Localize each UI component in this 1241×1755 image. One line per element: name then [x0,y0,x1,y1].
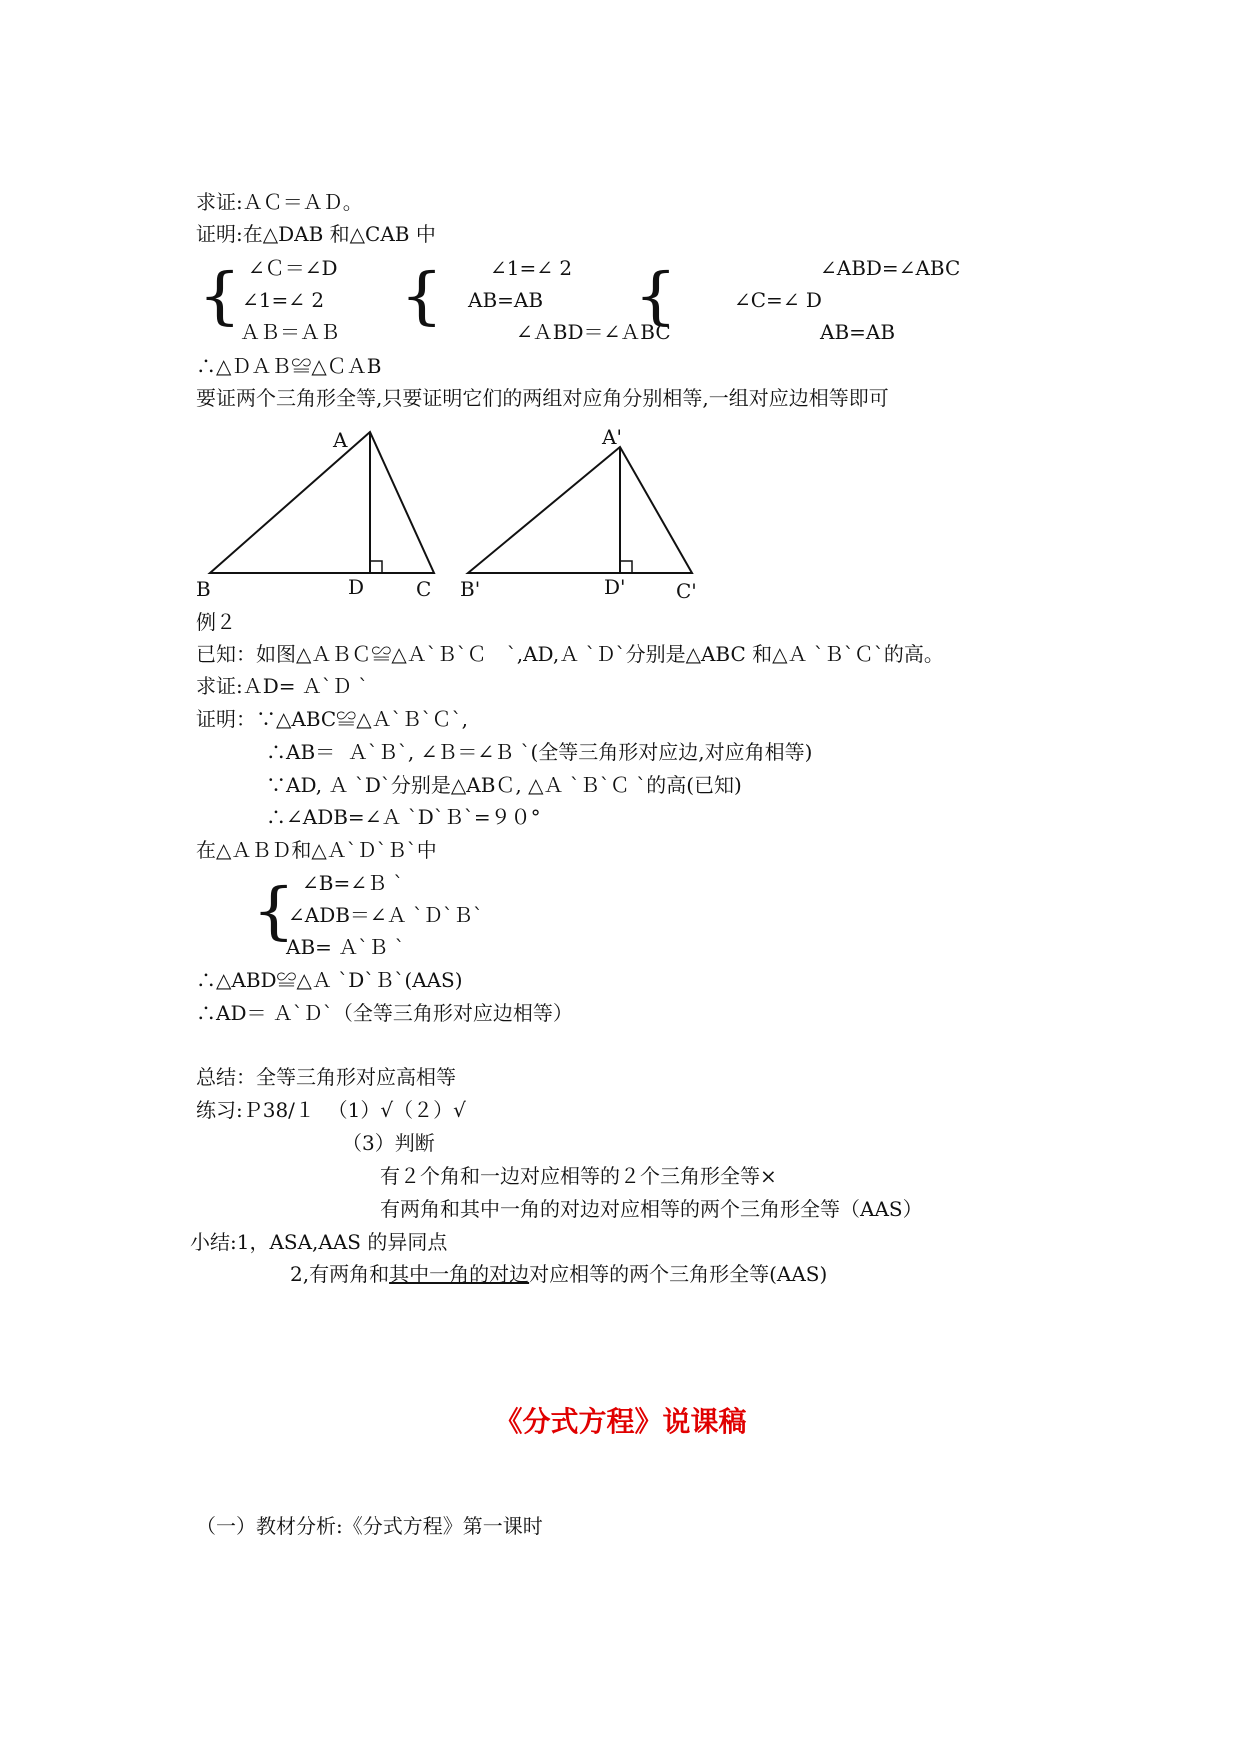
proof-line-2: ∴AB＝ Ａ`Ｂ`, ∠Ｂ＝∠Ｂ `(全等三角形对应边,对应角相等) [266,740,813,764]
small-summary-2-underlined: 其中一角的对边 [389,1262,530,1286]
practice-4: 有两角和其中一角的对边对应相等的两个三角形全等（AAS） [380,1197,923,1221]
label-C-prime: C' [676,579,697,603]
brace3-line2: ∠C=∠ D [734,288,822,312]
brace2-line1: ∠1=∠ 2 [490,256,573,280]
brace2-line3: ∠ＡBD＝∠ＡBC [516,320,671,344]
practice-2: （3）判断 [342,1131,435,1155]
brace3-line3: AB=AB [820,320,896,344]
brace-4: { [252,874,296,947]
note-1: 要证两个三角形全等,只要证明它们的两组对应角分别相等,一组对应边相等即可 [196,386,889,410]
brace-1: { [198,259,242,332]
label-B: B [196,577,211,601]
practice-1: 练习:Ｐ38/１ （1）√（２）√ [196,1098,466,1122]
small-summary-1: 小结:1，ASA,AAS 的异同点 [190,1230,448,1254]
proof-line-6: ∴△ABD≌△Ａ `D`Ｂ`(AAS) [196,968,463,992]
summary: 总结：全等三角形对应高相等 [196,1065,456,1089]
example-2-heading: 例２ [196,610,236,634]
small-summary-2a: 2,有两角和 [290,1262,390,1286]
prove-line-2: 求证:ＡD= Ａ`Ｄ ` [196,674,369,698]
proof-line-7: ∴AD＝ Ａ`Ｄ`（全等三角形对应边相等） [196,1001,573,1025]
label-B-prime: B' [460,577,481,601]
label-C: C [416,577,432,601]
brace1-line1: ∠Ｃ＝∠D [248,256,338,280]
practice-3: 有２个角和一边对应相等的２个三角形全等× [380,1164,777,1188]
proof-line-1: 证明：∵△ABC≌△Ａ`Ｂ`Ｃ`, [196,707,468,731]
proof-intro: 证明:在△DAB 和△CAB 中 [196,222,436,246]
brace-2: { [400,259,444,332]
brace3-line1: ∠ABD=∠ABC [820,256,961,280]
prove-line: 求证:ＡＣ＝ＡＤ。 [196,190,363,214]
section-1-heading: （一）教材分析:《分式方程》第一课时 [196,1514,543,1538]
brace2-line2: AB=AB [468,288,544,312]
small-summary-2c: 对应相等的两个三角形全等(AAS) [529,1262,828,1286]
proof-line-3: ∵AD, Ａ `D`分别是△ABＣ, △Ａ `Ｂ`Ｃ `的高(已知) [266,773,742,797]
brace1-line2: ∠1=∠ 2 [242,288,325,312]
proof-line-5: 在△ＡＢＤ和△Ａ`Ｄ`Ｂ`中 [196,838,437,862]
section-title: 《分式方程》说课稿 [494,1405,747,1438]
brace-3: { [634,259,678,332]
label-D-prime: D' [604,575,626,599]
proof-line-4: ∴∠ADB=∠Ａ `D`Ｂ`=９０° [266,805,541,829]
brace4-line2: ∠ADB＝∠Ａ `Ｄ`Ｂ` [288,903,484,927]
small-summary-2 [290,1264,827,1284]
given-line: 已知：如图△ＡＢＣ≌△Ａ`Ｂ`Ｃ `,AD,Ａ `Ｄ`分别是△ABC 和△Ａ `Ｂ`Ｃ`的高。 [196,642,944,666]
brace4-line3: AB= Ａ`Ｂ ` [286,935,405,959]
brace1-line3: ＡＢ＝ＡＢ [240,320,340,344]
label-A: A [333,428,348,452]
brace4-line1: ∠B=∠Ｂ ` [302,871,404,895]
label-D: D [348,575,365,599]
label-A-prime: A' [602,425,622,449]
conclusion-1: ∴△ＤＡＢ≌△ＣＡB [196,354,382,378]
